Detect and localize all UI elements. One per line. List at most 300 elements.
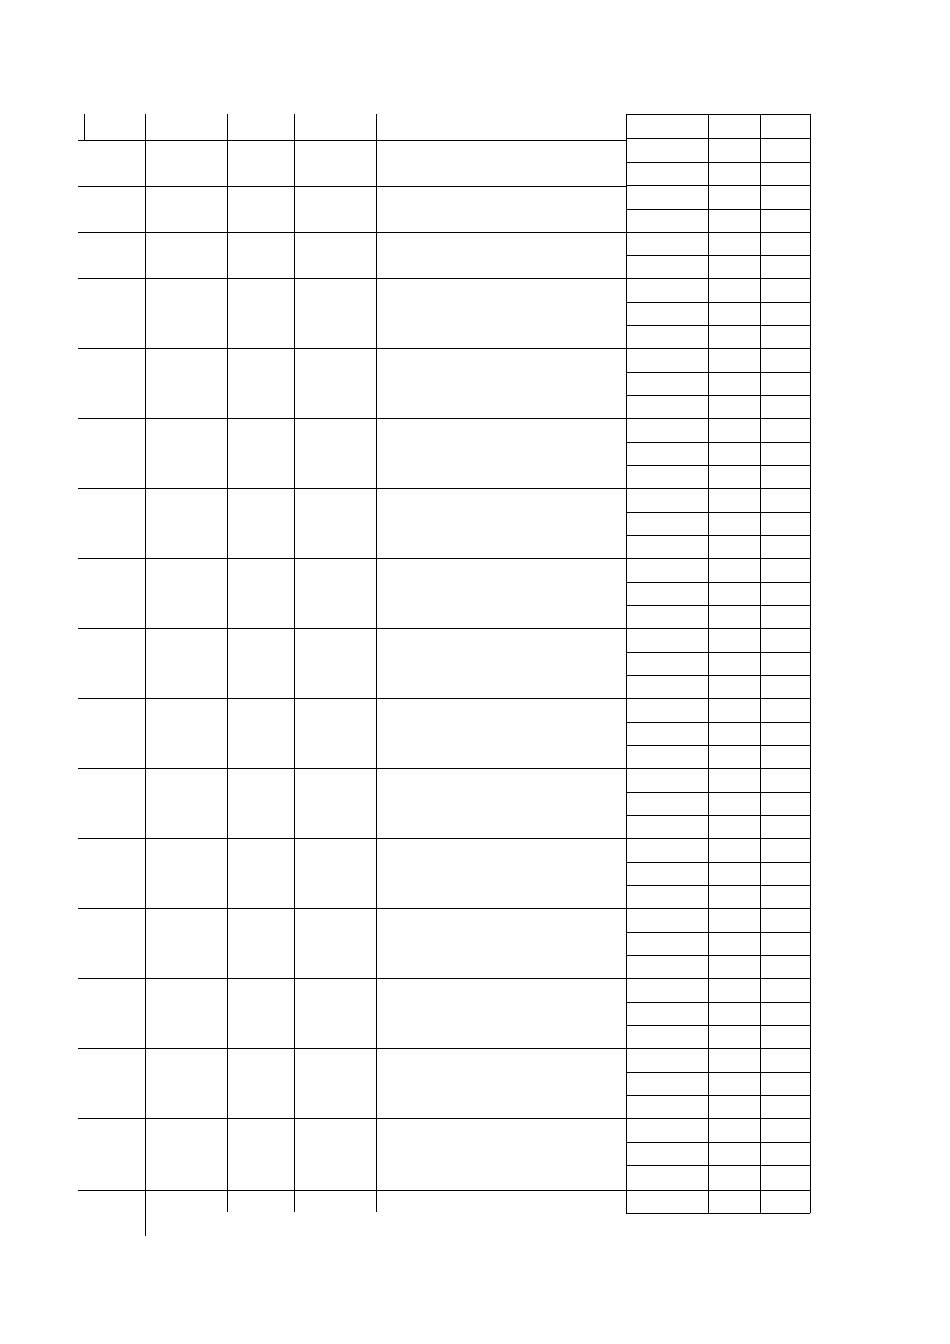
gender-cell bbox=[708, 792, 760, 815]
student-name-cell bbox=[626, 722, 708, 745]
cell-border-v bbox=[227, 488, 228, 558]
cell-border-h bbox=[626, 1048, 810, 1049]
cell-border-v bbox=[227, 1118, 228, 1190]
cell-border-h bbox=[626, 442, 810, 443]
student-name-cell bbox=[626, 535, 708, 558]
category-cell bbox=[145, 140, 227, 186]
cell-border-h bbox=[626, 792, 810, 793]
student-name-cell bbox=[626, 325, 708, 348]
student-name-cell bbox=[626, 185, 708, 209]
cell-border-v bbox=[376, 232, 377, 278]
cell-border-h bbox=[626, 395, 810, 396]
cell-border-h bbox=[626, 138, 810, 139]
age-cell bbox=[760, 535, 810, 558]
student-name-cell bbox=[626, 162, 708, 185]
student-name-cell bbox=[626, 978, 708, 1002]
school-cell bbox=[376, 232, 626, 278]
group-cell bbox=[227, 698, 294, 768]
category-cell bbox=[145, 978, 227, 1048]
category-cell bbox=[145, 1048, 227, 1118]
district-cell bbox=[294, 838, 376, 908]
project-code-cell bbox=[78, 628, 145, 698]
student-name-cell bbox=[626, 885, 708, 908]
gender-cell bbox=[708, 1002, 760, 1025]
cell-border-h bbox=[626, 232, 810, 233]
student-name-cell bbox=[626, 1002, 708, 1025]
gender-cell bbox=[708, 558, 760, 582]
cell-border-v bbox=[145, 140, 146, 186]
school-cell bbox=[376, 1118, 626, 1190]
student-name-cell bbox=[626, 512, 708, 535]
gender-cell bbox=[708, 418, 760, 442]
district-cell bbox=[294, 978, 376, 1048]
group-cell bbox=[227, 1118, 294, 1190]
district-cell bbox=[294, 1190, 376, 1260]
district-cell bbox=[294, 768, 376, 838]
group-cell bbox=[227, 186, 294, 232]
cell-border-v bbox=[145, 114, 146, 140]
cell-border-v bbox=[294, 488, 295, 558]
cell-border-v bbox=[626, 114, 627, 1213]
student-name-cell bbox=[626, 1142, 708, 1165]
student-name-cell bbox=[626, 138, 708, 162]
cell-border-v bbox=[227, 186, 228, 232]
cell-border-h bbox=[626, 605, 810, 606]
category-cell bbox=[145, 1190, 227, 1260]
age-cell bbox=[760, 325, 810, 348]
group-cell bbox=[227, 488, 294, 558]
cell-border-v bbox=[376, 1190, 377, 1212]
cell-border-v bbox=[145, 558, 146, 628]
group-cell bbox=[227, 768, 294, 838]
cell-border-v bbox=[294, 348, 295, 418]
cell-border-v bbox=[145, 768, 146, 838]
student-name-cell bbox=[626, 1165, 708, 1190]
cell-border-v bbox=[145, 1048, 146, 1118]
cell-border-v bbox=[227, 232, 228, 278]
cell-border-v bbox=[227, 628, 228, 698]
cell-border-v bbox=[294, 628, 295, 698]
cell-border-h bbox=[626, 838, 810, 839]
cell-border-v bbox=[376, 1118, 377, 1190]
age-cell bbox=[760, 1025, 810, 1048]
project-code-cell bbox=[78, 278, 145, 348]
gender-cell bbox=[708, 512, 760, 535]
age-cell bbox=[760, 138, 810, 162]
school-cell bbox=[376, 140, 626, 186]
student-name-cell bbox=[626, 605, 708, 628]
cell-border-h bbox=[626, 558, 810, 559]
gender-cell bbox=[708, 1190, 760, 1213]
gender-cell bbox=[708, 465, 760, 488]
student-name-cell bbox=[626, 278, 708, 302]
cell-border-h bbox=[626, 582, 810, 583]
category-cell bbox=[145, 628, 227, 698]
cell-border-v bbox=[294, 838, 295, 908]
age-cell bbox=[760, 465, 810, 488]
category-cell bbox=[145, 908, 227, 978]
project-code-cell bbox=[78, 140, 145, 186]
student-name-cell bbox=[626, 372, 708, 395]
district-cell bbox=[294, 1118, 376, 1190]
gender-cell bbox=[708, 114, 760, 138]
student-name-cell bbox=[626, 209, 708, 232]
cell-border-v bbox=[294, 558, 295, 628]
school-cell bbox=[376, 1048, 626, 1118]
cell-border-v bbox=[294, 418, 295, 488]
student-name-cell bbox=[626, 838, 708, 862]
age-cell bbox=[760, 558, 810, 582]
cell-border-h bbox=[626, 1142, 810, 1143]
student-name-cell bbox=[626, 628, 708, 652]
gender-cell bbox=[708, 582, 760, 605]
category-cell bbox=[145, 838, 227, 908]
cell-border-v bbox=[145, 1190, 146, 1212]
cell-border-h bbox=[626, 768, 810, 769]
cell-border-v bbox=[376, 114, 377, 140]
project-code-cell bbox=[78, 186, 145, 232]
cell-border-h bbox=[626, 185, 810, 186]
project-code-cell bbox=[78, 1190, 145, 1260]
district-cell bbox=[294, 348, 376, 418]
student-name-cell bbox=[626, 652, 708, 675]
age-cell bbox=[760, 605, 810, 628]
student-name-cell bbox=[626, 1190, 708, 1213]
cell-border-h bbox=[626, 885, 810, 886]
age-cell bbox=[760, 768, 810, 792]
age-cell bbox=[760, 185, 810, 209]
student-name-cell bbox=[626, 768, 708, 792]
project-code-cell bbox=[78, 488, 145, 558]
age-cell bbox=[760, 698, 810, 722]
project-code-cell bbox=[78, 838, 145, 908]
age-cell bbox=[760, 372, 810, 395]
cell-border-v bbox=[227, 1048, 228, 1118]
cell-border-v bbox=[145, 978, 146, 1048]
school-cell bbox=[376, 186, 626, 232]
project-code-cell bbox=[78, 348, 145, 418]
cell-border-v bbox=[376, 908, 377, 978]
student-name-cell bbox=[626, 1048, 708, 1072]
cell-border-h bbox=[626, 278, 810, 279]
cell-border-v bbox=[227, 908, 228, 978]
cell-border-v bbox=[376, 698, 377, 768]
cell-border-v bbox=[376, 978, 377, 1048]
cell-border-h bbox=[626, 488, 810, 489]
school-cell bbox=[376, 488, 626, 558]
project-code-cell bbox=[78, 768, 145, 838]
group-cell bbox=[227, 1190, 294, 1260]
cell-border-v bbox=[145, 278, 146, 348]
cell-border-v bbox=[227, 140, 228, 186]
group-cell bbox=[227, 1048, 294, 1118]
category-cell bbox=[145, 418, 227, 488]
cell-border-v bbox=[227, 418, 228, 488]
cell-border-h bbox=[626, 1165, 810, 1166]
cell-border-v bbox=[227, 698, 228, 768]
school-cell bbox=[376, 348, 626, 418]
cell-border-v bbox=[145, 186, 146, 232]
student-name-cell bbox=[626, 114, 708, 138]
gender-cell bbox=[708, 488, 760, 512]
cell-border-v bbox=[760, 114, 761, 1213]
cell-border-v bbox=[145, 838, 146, 908]
cell-border-h bbox=[626, 745, 810, 746]
school-cell bbox=[376, 768, 626, 838]
gender-cell bbox=[708, 1025, 760, 1048]
cell-border-v bbox=[294, 908, 295, 978]
cell-border-v bbox=[227, 1190, 228, 1212]
cell-border-h bbox=[626, 908, 810, 909]
cell-border-h bbox=[626, 698, 810, 699]
cell-border-v bbox=[145, 348, 146, 418]
cell-border-v bbox=[376, 418, 377, 488]
gender-cell bbox=[708, 348, 760, 372]
age-cell bbox=[760, 1002, 810, 1025]
student-name-cell bbox=[626, 745, 708, 768]
gender-cell bbox=[708, 162, 760, 185]
age-cell bbox=[760, 908, 810, 932]
cell-border-v bbox=[294, 140, 295, 186]
cell-border-h bbox=[626, 815, 810, 816]
cell-border-h bbox=[626, 209, 810, 210]
cell-border-v bbox=[376, 558, 377, 628]
gender-cell bbox=[708, 838, 760, 862]
group-cell bbox=[227, 558, 294, 628]
age-cell bbox=[760, 1190, 810, 1213]
cell-border-v bbox=[145, 232, 146, 278]
age-cell bbox=[760, 1118, 810, 1142]
student-name-cell bbox=[626, 418, 708, 442]
gender-cell bbox=[708, 1072, 760, 1095]
age-cell bbox=[760, 955, 810, 978]
school-cell bbox=[376, 558, 626, 628]
student-name-cell bbox=[626, 675, 708, 698]
cell-border-h bbox=[626, 372, 810, 373]
student-name-cell bbox=[626, 488, 708, 512]
age-cell bbox=[760, 395, 810, 418]
cell-border-v bbox=[376, 838, 377, 908]
gender-cell bbox=[708, 745, 760, 768]
gender-cell bbox=[708, 768, 760, 792]
cell-border-v bbox=[376, 628, 377, 698]
age-cell bbox=[760, 745, 810, 768]
group-cell bbox=[227, 348, 294, 418]
cell-border-v bbox=[227, 348, 228, 418]
cell-border-h bbox=[626, 722, 810, 723]
cell-border-v bbox=[294, 698, 295, 768]
cell-border-v bbox=[294, 1048, 295, 1118]
gender-cell bbox=[708, 278, 760, 302]
group-cell bbox=[227, 908, 294, 978]
cell-border-h bbox=[626, 628, 810, 629]
gender-cell bbox=[708, 722, 760, 745]
student-name-cell bbox=[626, 862, 708, 885]
cell-border-v bbox=[145, 698, 146, 768]
student-name-cell bbox=[626, 792, 708, 815]
gender-cell bbox=[708, 652, 760, 675]
group-cell bbox=[227, 838, 294, 908]
district-cell bbox=[294, 908, 376, 978]
cell-border-v bbox=[227, 768, 228, 838]
gender-cell bbox=[708, 232, 760, 255]
cell-border-h bbox=[626, 348, 810, 349]
project-code-cell bbox=[78, 978, 145, 1048]
cell-border-v bbox=[376, 1048, 377, 1118]
cell-border-h bbox=[626, 1190, 810, 1191]
student-name-cell bbox=[626, 1118, 708, 1142]
district-cell bbox=[294, 278, 376, 348]
school-cell bbox=[376, 698, 626, 768]
student-name-cell bbox=[626, 558, 708, 582]
gender-cell bbox=[708, 862, 760, 885]
cell-border-v bbox=[227, 978, 228, 1048]
gender-cell bbox=[708, 1118, 760, 1142]
gender-cell bbox=[708, 372, 760, 395]
gender-cell bbox=[708, 535, 760, 558]
cell-border-v bbox=[145, 418, 146, 488]
cell-border-v bbox=[145, 908, 146, 978]
group-cell bbox=[227, 92, 294, 140]
cell-border-h bbox=[626, 1025, 810, 1026]
district-cell bbox=[294, 418, 376, 488]
age-cell bbox=[760, 885, 810, 908]
student-name-cell bbox=[626, 955, 708, 978]
age-cell bbox=[760, 1095, 810, 1118]
school-cell bbox=[376, 418, 626, 488]
district-cell bbox=[294, 698, 376, 768]
age-cell bbox=[760, 815, 810, 838]
cell-border-h bbox=[626, 255, 810, 256]
student-name-cell bbox=[626, 302, 708, 325]
age-cell bbox=[760, 512, 810, 535]
category-cell bbox=[145, 278, 227, 348]
cell-border-v bbox=[376, 768, 377, 838]
student-name-cell bbox=[626, 442, 708, 465]
student-name-cell bbox=[626, 1025, 708, 1048]
age-cell bbox=[760, 278, 810, 302]
school-cell bbox=[376, 1190, 626, 1260]
school-cell bbox=[376, 838, 626, 908]
category-cell bbox=[145, 488, 227, 558]
school-cell bbox=[376, 92, 626, 140]
group-cell bbox=[227, 278, 294, 348]
cell-border-h bbox=[626, 978, 810, 979]
cell-border-v bbox=[376, 348, 377, 418]
category-cell bbox=[145, 1118, 227, 1190]
cell-border-v bbox=[145, 488, 146, 558]
category-cell bbox=[145, 558, 227, 628]
group-cell bbox=[227, 418, 294, 488]
category-cell bbox=[145, 348, 227, 418]
project-code-cell bbox=[78, 558, 145, 628]
gender-cell bbox=[708, 955, 760, 978]
student-name-cell bbox=[626, 348, 708, 372]
gender-cell bbox=[708, 908, 760, 932]
cell-border-v bbox=[294, 278, 295, 348]
student-name-cell bbox=[626, 932, 708, 955]
age-cell bbox=[760, 1142, 810, 1165]
age-cell bbox=[760, 302, 810, 325]
school-cell bbox=[376, 978, 626, 1048]
cell-border-v bbox=[376, 140, 377, 186]
category-cell bbox=[145, 768, 227, 838]
project-code-cell bbox=[78, 92, 145, 140]
cell-border-h bbox=[626, 1118, 810, 1119]
district-cell bbox=[294, 92, 376, 140]
cell-border-v bbox=[145, 1118, 146, 1190]
gender-cell bbox=[708, 885, 760, 908]
student-name-cell bbox=[626, 908, 708, 932]
age-cell bbox=[760, 652, 810, 675]
student-name-cell bbox=[626, 698, 708, 722]
gender-cell bbox=[708, 255, 760, 278]
gender-cell bbox=[708, 209, 760, 232]
age-cell bbox=[760, 209, 810, 232]
cell-border-h bbox=[626, 535, 810, 536]
cell-border-v bbox=[227, 278, 228, 348]
gender-cell bbox=[708, 1048, 760, 1072]
cell-border-h bbox=[626, 1002, 810, 1003]
cell-border-h bbox=[626, 1072, 810, 1073]
district-cell bbox=[294, 1048, 376, 1118]
age-cell bbox=[760, 232, 810, 255]
cell-border-v bbox=[227, 838, 228, 908]
gender-cell bbox=[708, 675, 760, 698]
gender-cell bbox=[708, 815, 760, 838]
gender-cell bbox=[708, 978, 760, 1002]
group-cell bbox=[227, 628, 294, 698]
student-name-cell bbox=[626, 255, 708, 278]
cell-border-v bbox=[294, 1118, 295, 1190]
school-cell bbox=[376, 628, 626, 698]
project-code-cell bbox=[78, 1118, 145, 1190]
district-cell bbox=[294, 488, 376, 558]
cell-border-h bbox=[626, 1213, 810, 1214]
school-cell bbox=[376, 908, 626, 978]
student-name-cell bbox=[626, 582, 708, 605]
project-code-cell bbox=[78, 698, 145, 768]
district-cell bbox=[294, 628, 376, 698]
age-cell bbox=[760, 628, 810, 652]
age-cell bbox=[760, 1072, 810, 1095]
cell-border-h bbox=[626, 652, 810, 653]
cell-border-h bbox=[626, 955, 810, 956]
group-cell bbox=[227, 140, 294, 186]
district-cell bbox=[294, 558, 376, 628]
age-cell bbox=[760, 442, 810, 465]
gender-cell bbox=[708, 302, 760, 325]
age-cell bbox=[760, 114, 810, 138]
age-cell bbox=[760, 932, 810, 955]
gender-cell bbox=[708, 628, 760, 652]
category-cell bbox=[145, 698, 227, 768]
cell-border-v bbox=[294, 114, 295, 140]
age-cell bbox=[760, 838, 810, 862]
project-code-cell bbox=[78, 232, 145, 278]
cell-border-v bbox=[227, 114, 228, 140]
age-cell bbox=[760, 1048, 810, 1072]
student-name-cell bbox=[626, 1095, 708, 1118]
cell-border-h bbox=[626, 325, 810, 326]
student-name-cell bbox=[626, 465, 708, 488]
group-cell bbox=[227, 232, 294, 278]
gender-cell bbox=[708, 1142, 760, 1165]
cell-border-h bbox=[626, 932, 810, 933]
cell-border-v bbox=[145, 1212, 146, 1236]
student-name-cell bbox=[626, 815, 708, 838]
category-cell bbox=[145, 232, 227, 278]
